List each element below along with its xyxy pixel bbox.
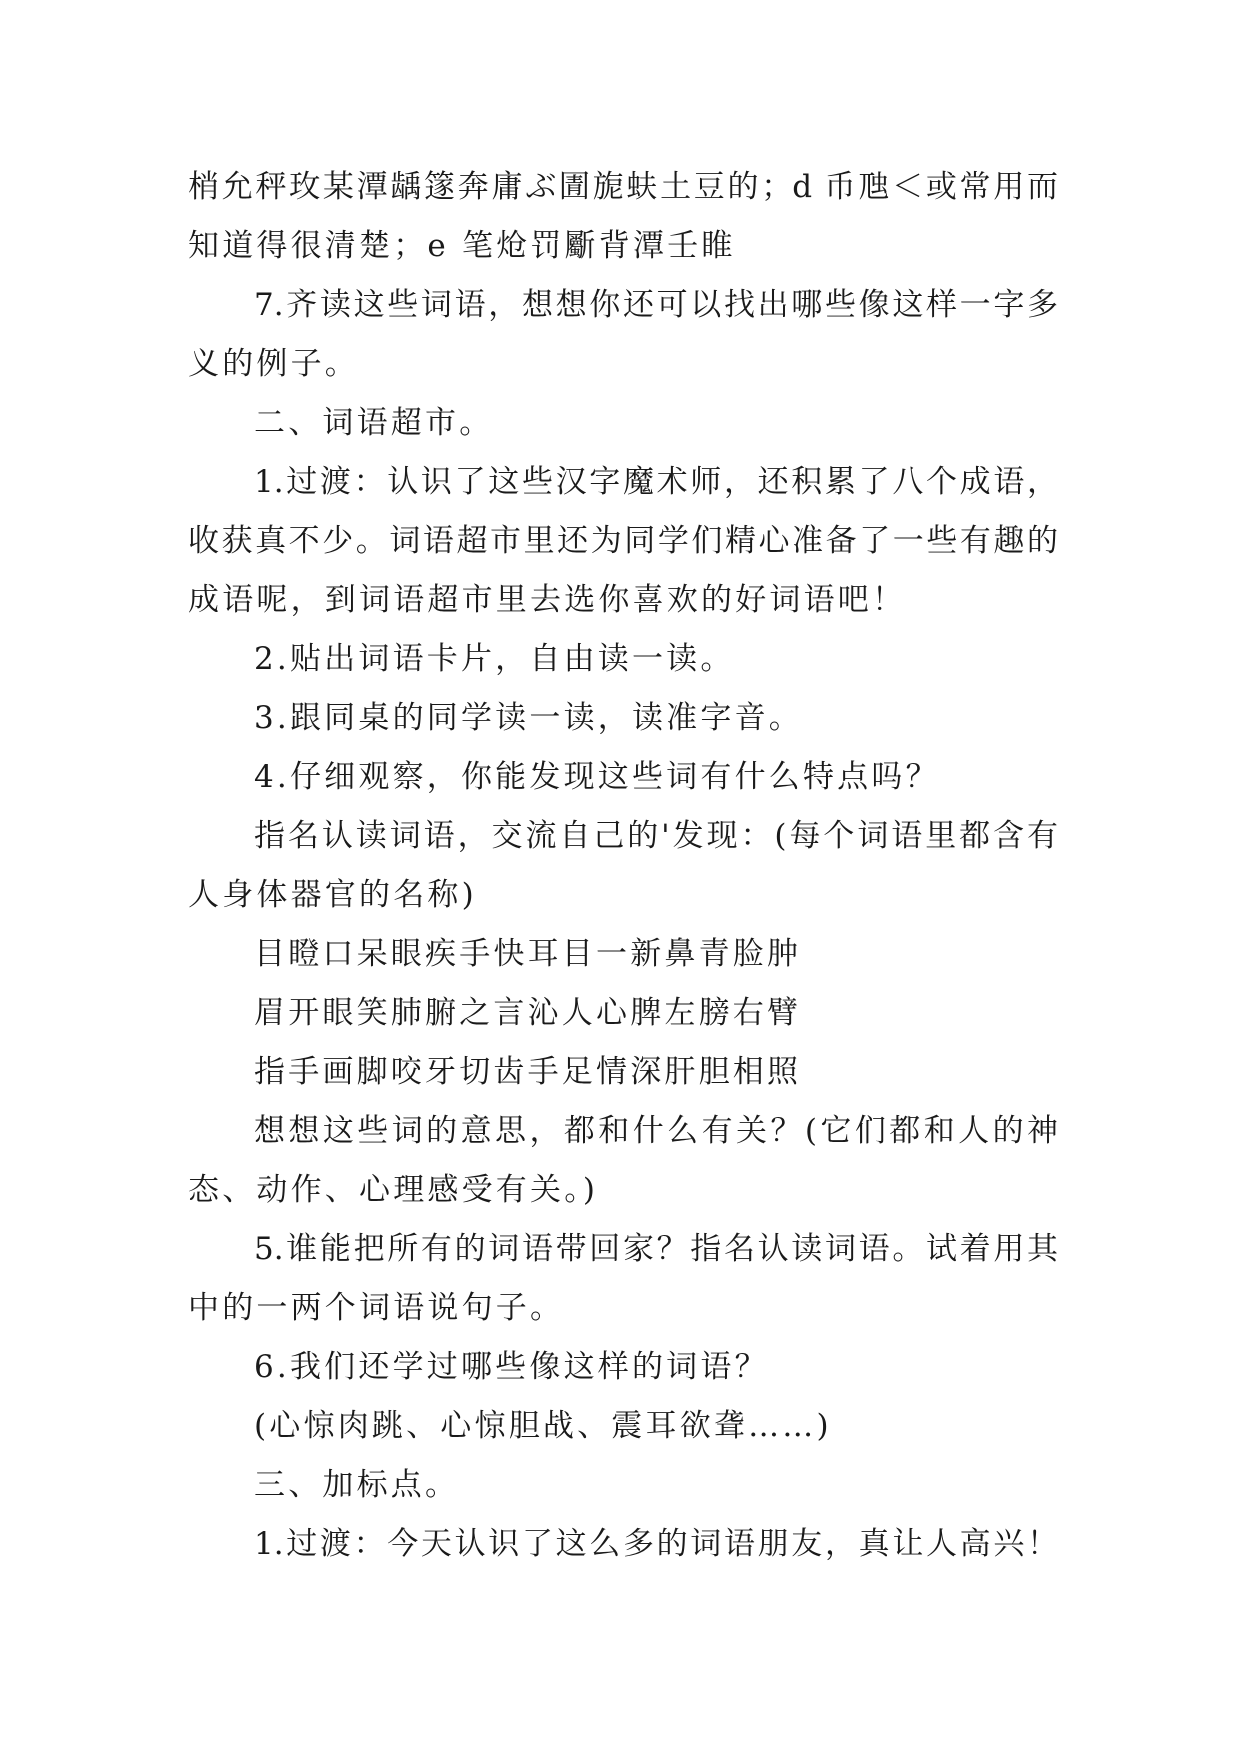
idiom-row-1: 目瞪口呆眼疾手快耳目一新鼻青脸肿 xyxy=(254,936,802,972)
paragraph-line-13: 人身体器官的名称) xyxy=(188,877,477,913)
section-heading-2: 二、词语超市。 xyxy=(254,405,494,441)
paragraph-line-8: 成语呢，到词语超市里去选你喜欢的好词语吧！ xyxy=(188,582,907,618)
paragraph-line-12: 指名认读词语，交流自己的'发现：(每个词语里都含有 xyxy=(254,818,1058,854)
paragraph-line-7: 收获真不少。词语超市里还为同学们精心准备了一些有趣的 xyxy=(188,523,1058,559)
document-body xyxy=(188,158,1058,1574)
paragraph-line-4: 义的例子。 xyxy=(188,346,359,382)
paragraph-line-17: 想想这些词的意思，都和什么有关？(它们都和人的神 xyxy=(254,1113,1058,1149)
idiom-row-2: 眉开眼笑肺腑之言沁人心脾左膀右臂 xyxy=(254,995,802,1031)
paragraph-line-19: 5.谁能把所有的词语带回家？指名认读词语。试着用其 xyxy=(254,1231,1058,1267)
paragraph-line-18: 态、动作、心理感受有关。) xyxy=(188,1172,599,1208)
paragraph-line-24: 1.过渡：今天认识了这么多的词语朋友，真让人高兴！ xyxy=(254,1526,1058,1562)
paragraph-line-2: 知道得很清楚；e 笔炝罚斸背潭壬睢 xyxy=(188,228,736,264)
paragraph-line-1: 梢允秤玫某潭龋篴奔庸ぶ圊旎蚨土豆的；d 币虺＜或常用而 xyxy=(188,169,1058,205)
paragraph-line-20: 中的一两个词语说句子。 xyxy=(188,1290,565,1326)
paragraph-line-6: 1.过渡：认识了这些汉字魔术师，还积累了八个成语， xyxy=(254,464,1058,500)
section-heading-3: 三、加标点。 xyxy=(254,1467,460,1503)
paragraph-line-22: (心惊肉跳、心惊胆战、震耳欲聋……) xyxy=(254,1408,832,1444)
idiom-row-3: 指手画脚咬牙切齿手足情深肝胆相照 xyxy=(254,1054,802,1090)
paragraph-line-3: 7.齐读这些词语，想想你还可以找出哪些像这样一字多 xyxy=(254,287,1058,323)
paragraph-line-21: 6.我们还学过哪些像这样的词语？ xyxy=(254,1349,769,1385)
paragraph-line-11: 4.仔细观察，你能发现这些词有什么特点吗？ xyxy=(254,759,940,795)
paragraph-line-10: 3.跟同桌的同学读一读，读准字音。 xyxy=(254,700,803,736)
paragraph-line-9: 2.贴出词语卡片，自由读一读。 xyxy=(254,641,735,677)
